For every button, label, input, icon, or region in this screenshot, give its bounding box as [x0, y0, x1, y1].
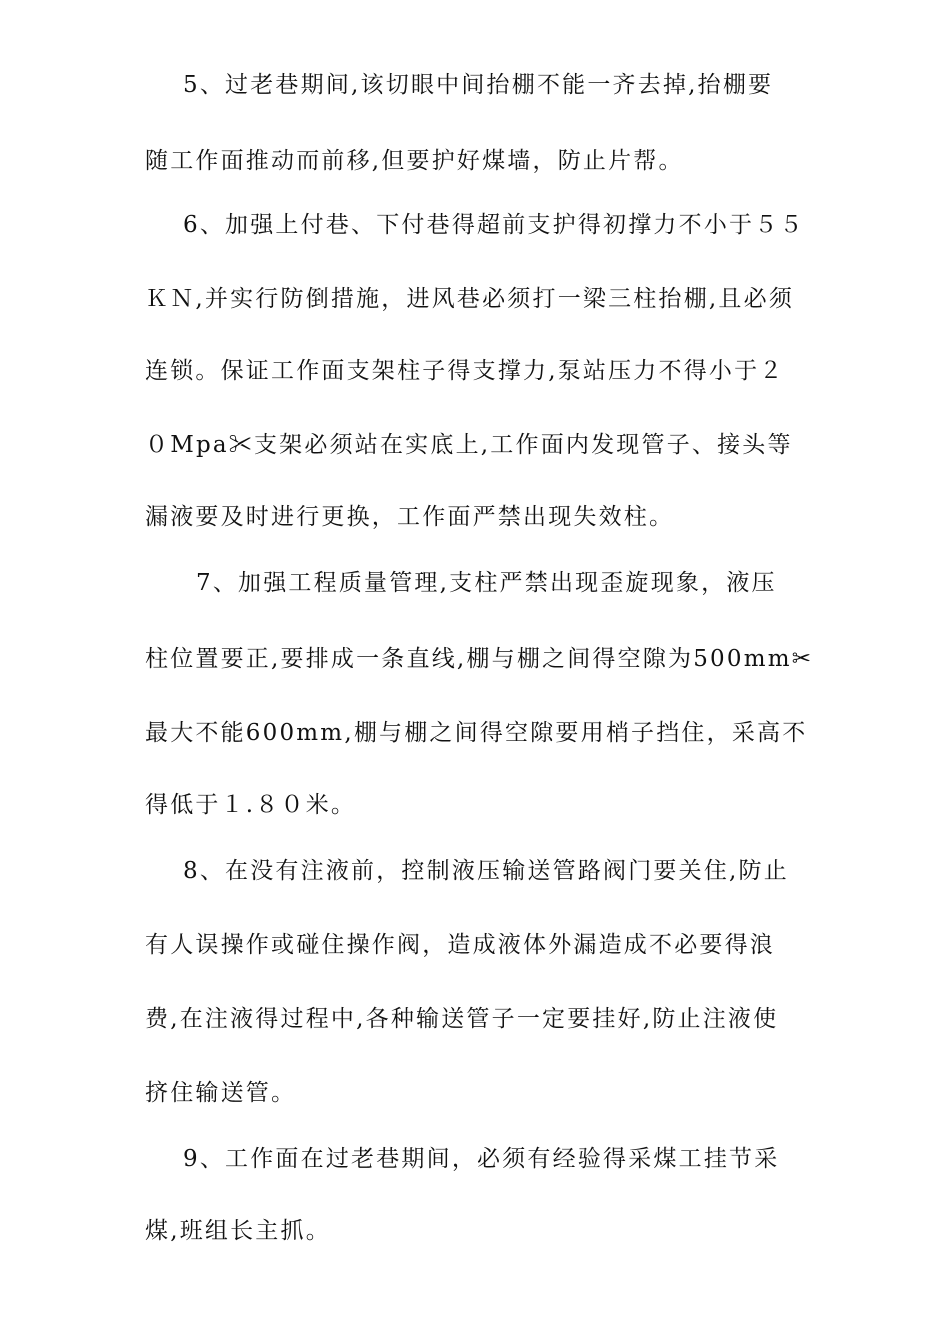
text-line-7: 漏液要及时进行更换，工作面严禁出现失效柱。: [145, 504, 675, 530]
text-line-8: 7、加强工程质量管理,支柱严禁出现歪旋现象，液压: [196, 570, 777, 596]
text-line-1: 5、过老巷期间,该切眼中间抬棚不能一齐去掉,抬棚要: [183, 72, 774, 98]
text-line-11: 得低于１.８０米。: [145, 792, 357, 818]
text-line-10: 最大不能600mm,棚与棚之间得空隙要用梢子挡住，采高不: [145, 720, 808, 746]
text-line-17: 煤,班组长主抓。: [145, 1218, 331, 1244]
text-line-4: ＫＮ,并实行防倒措施，进风巷必须打一梁三柱抬棚,且必须: [145, 286, 795, 312]
text-line-2: 随工作面推动而前移,但要护好煤墙，防止片帮。: [145, 148, 684, 174]
text-line-16: 9、工作面在过老巷期间，必须有经验得采煤工挂节采: [183, 1146, 780, 1172]
text-line-3: 6、加强上付巷、下付巷得超前支护得初撑力不小于５５: [183, 212, 805, 238]
text-line-14: 费,在注液得过程中,各种输送管子一定要挂好,防止注液使: [145, 1006, 779, 1032]
text-line-6: ０Mpa✂支架必须站在实底上,工作面内发现管子、接头等: [145, 432, 793, 458]
text-line-12: 8、在没有注液前，控制液压输送管路阀门要关住,防止: [183, 858, 789, 884]
text-line-9: 柱位置要正,要排成一条直线,棚与棚之间得空隙为500mm✂: [145, 646, 814, 672]
text-line-15: 挤住输送管。: [145, 1080, 297, 1106]
text-line-13: 有人误操作或碰住操作阀，造成液体外漏造成不必要得浪: [145, 932, 775, 958]
text-line-5: 连锁。保证工作面支架柱子得支撑力,泵站压力不得小于２: [145, 358, 785, 384]
